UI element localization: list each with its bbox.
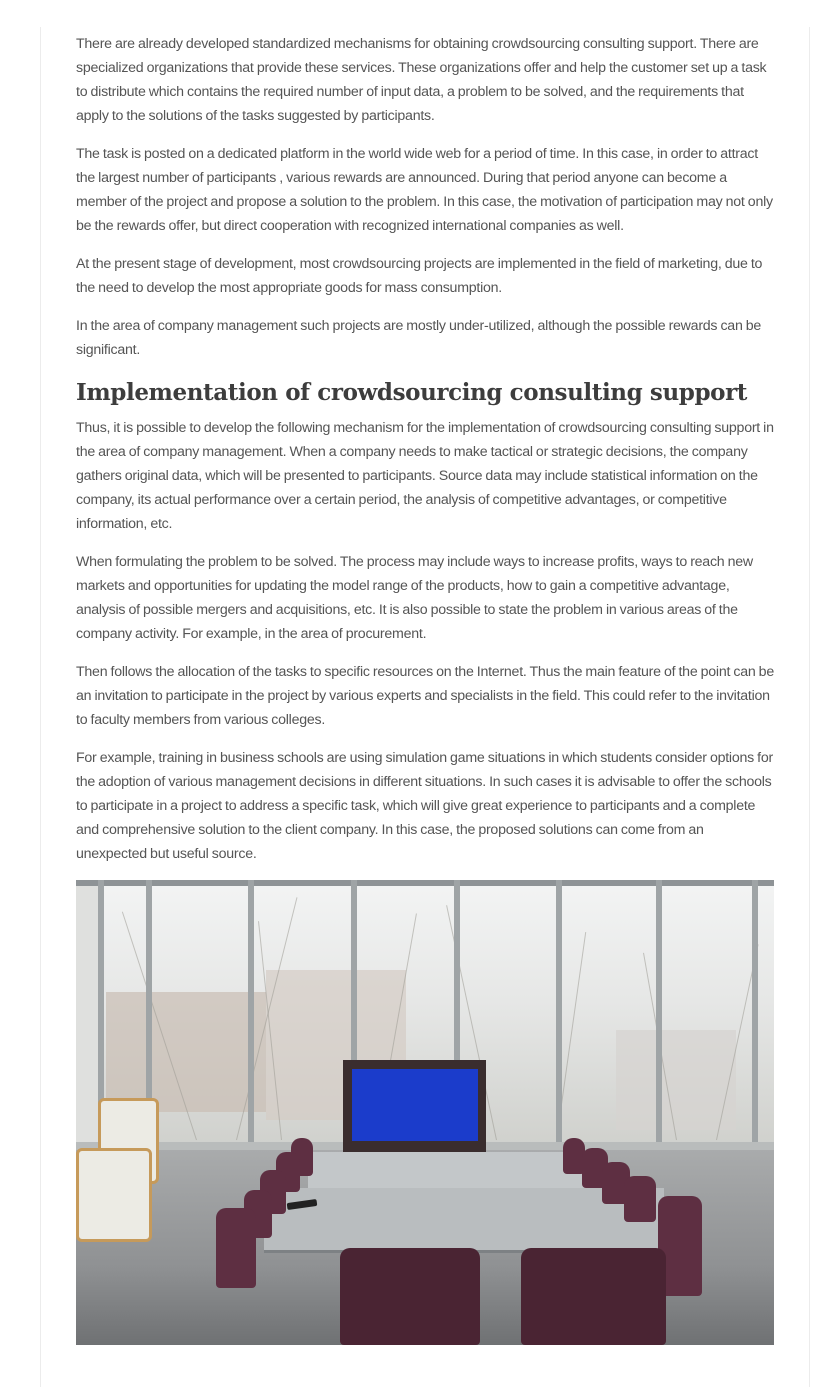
building-shape bbox=[616, 1030, 736, 1130]
window-mullion bbox=[248, 880, 254, 1155]
window-mullion bbox=[752, 880, 758, 1155]
building-shape bbox=[106, 992, 266, 1112]
paragraph: In the area of company management such projects are mostly under-utilized, although the possible rewards can be significant. bbox=[76, 318, 762, 358]
paragraph: Then follows the allocation of the tasks to specific resources on the Internet. Thus the main feature of the point can be an invitation to participate in the project by various experts and specialists in the field. This could refer to the invitation to faculty members from various colleges. bbox=[76, 664, 774, 728]
window-mullion bbox=[656, 880, 662, 1155]
conference-table bbox=[308, 1152, 598, 1193]
office-chair bbox=[521, 1248, 666, 1345]
article-panel bbox=[40, 27, 810, 1387]
window-frame bbox=[76, 880, 774, 886]
paragraph: At the present stage of development, most crowdsourcing projects are implemented in the field of marketing, due to the need to develop the most appropriate goods for mass consumption. bbox=[76, 256, 763, 296]
office-chair bbox=[216, 1208, 256, 1288]
office-chair bbox=[624, 1176, 656, 1222]
paragraph: There are already developed standardized mechanisms for obtaining crowdsourcing consulting support. There are specialized organizations that provide these services. These organizations offer and help the customer set up a task to distribute which contains the required number of input data, a problem to be solved, and the requirements that apply to the solutions of the tasks suggested by participants. bbox=[76, 36, 767, 124]
paragraph: The task is posted on a dedicated platform in the world wide web for a period of time. In this case, in order to attract the largest number of participants , various rewards are announced. During that period anyone can become a member of the project and propose a solution to the problem. In this case, the motivation of participation may not only be the rewards offer, but direct cooperation with recognized international companies as well. bbox=[76, 146, 773, 234]
wall-monitor bbox=[343, 1060, 486, 1152]
paragraph: When formulating the problem to be solved. The process may include ways to increase profits, ways to reach new markets and opportunities for updating the model range of the products, how to gain a competitive advantage, analysis of possible mergers and acquisitions, etc. It is also possible to state the problem in various areas of the company activity. For example, in the area of procurement. bbox=[76, 554, 753, 642]
window-mullion bbox=[556, 880, 562, 1155]
paragraph: For example, training in business schools are using simulation game situations in which students consider options for the adoption of various management decisions in different situations. In such cases it is advisable to offer the schools to participate in a project to address a specific task, which will give great experience to participants and a complete and comprehensive solution to the client company. In this case, the proposed solutions can come from an unexpected but useful source. bbox=[76, 750, 773, 862]
section-heading: Implementation of crowdsourcing consulting support bbox=[76, 379, 748, 406]
lounge-chair bbox=[76, 1148, 152, 1242]
article-content bbox=[76, 32, 776, 1345]
paragraph: Thus, it is possible to develop the following mechanism for the implementation of crowdsourcing consulting support in the area of company management. When a company needs to make tactical or strategic decisions, the company gathers original data, which will be presented to participants. Source data may include statistical information on the company, its actual performance over a certain period, the analysis of competitive advantages, or competitive information, etc. bbox=[76, 420, 774, 532]
conference-room-image bbox=[76, 880, 774, 1345]
office-chair bbox=[340, 1248, 480, 1345]
monitor-screen bbox=[352, 1069, 478, 1141]
